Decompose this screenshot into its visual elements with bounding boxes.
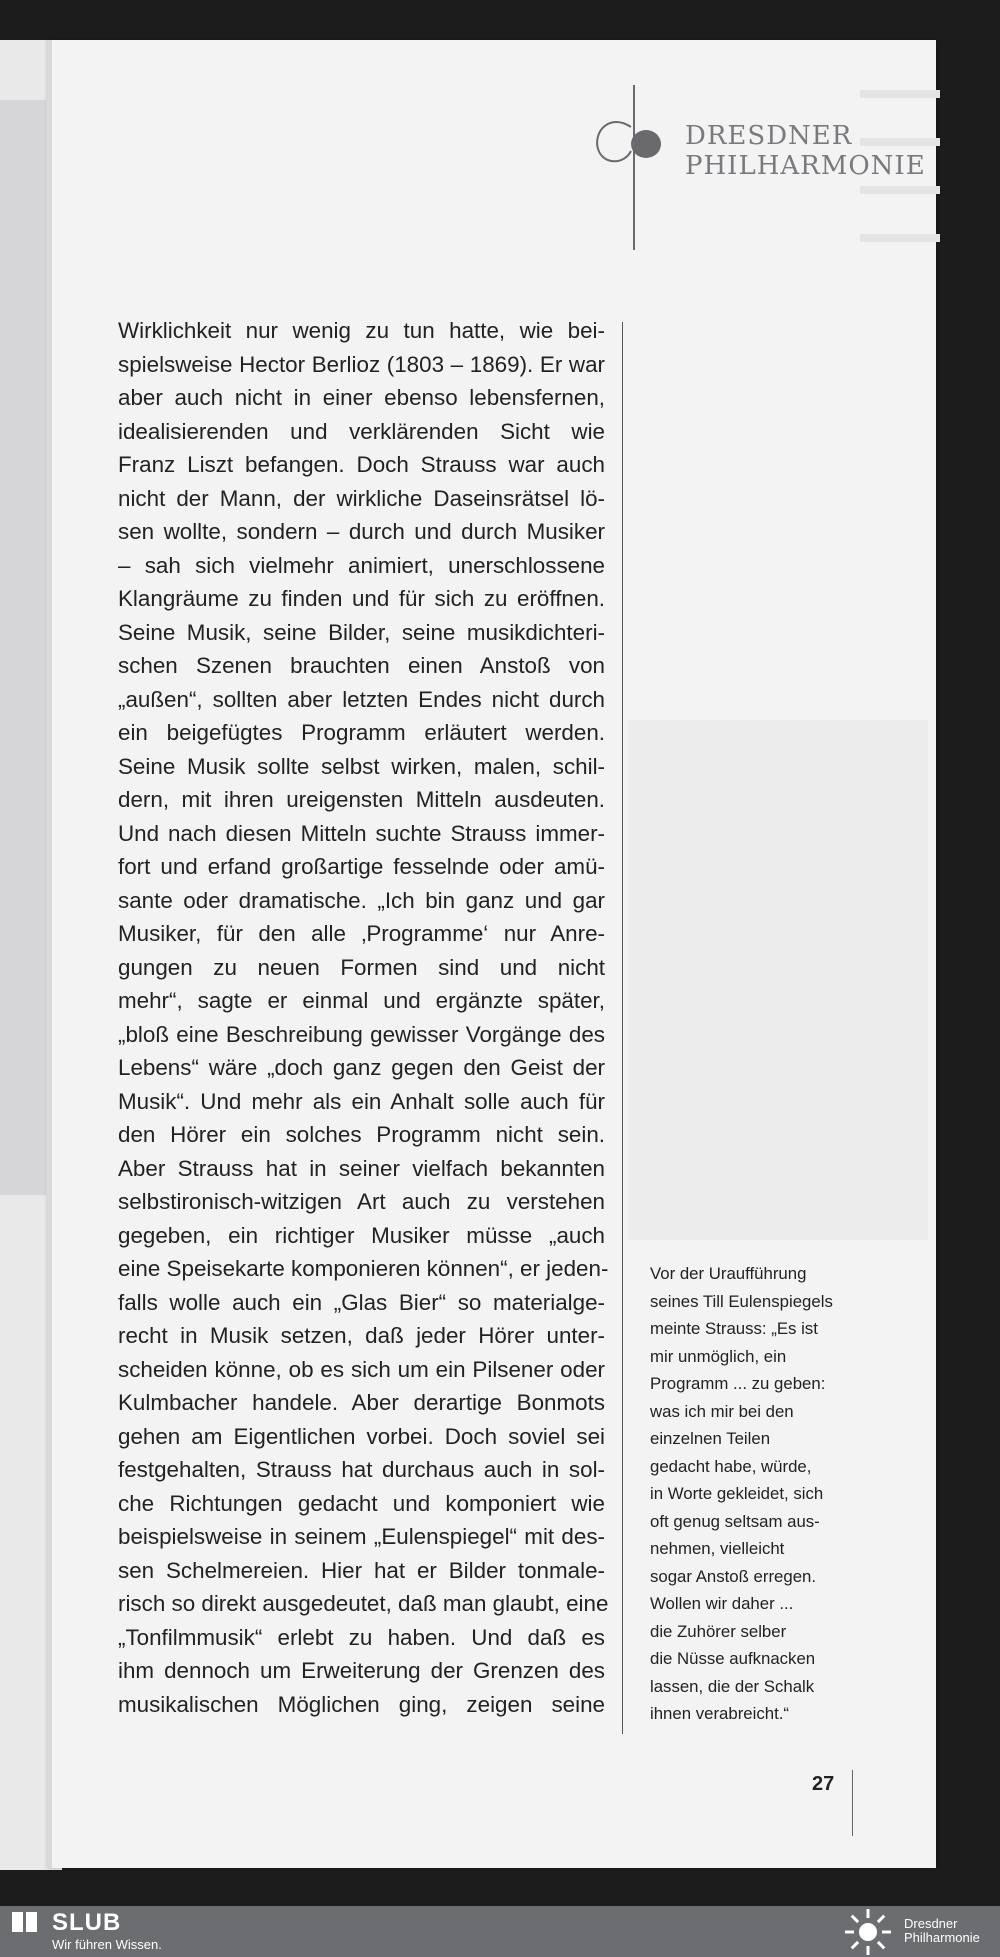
body-line: che Richtungen gedacht und komponiert wie <box>118 1490 605 1516</box>
quote-line: sogar Anstoß erregen. <box>650 1566 817 1586</box>
body-line: Musiker, für den alle ‚Programme‘ nur Anre- <box>118 921 605 946</box>
quote-line: nehmen, vielleicht <box>650 1539 785 1558</box>
quote-line: in Worte gekleidet, sich <box>650 1484 824 1503</box>
body-line: Aber Strauss hat in seiner vielfach bekannten <box>118 1155 605 1181</box>
brand-line-2: PHILHARMONIE <box>685 151 926 181</box>
quote-line: Programm ... zu geben: <box>650 1374 826 1393</box>
page-number: 27 <box>812 1773 835 1795</box>
body-line: den Hörer ein solches Programm nicht sein. <box>118 1122 605 1147</box>
column-divider <box>622 322 623 1734</box>
body-line: – sah sich vielmehr animiert, unerschlossene <box>118 552 605 578</box>
brand-wordmark <box>685 121 926 181</box>
body-line: dern, mit ihren ureigensten Mitteln ausdeuten. <box>118 787 605 812</box>
slub-tagline: Wir führen Wissen. <box>52 1937 162 1952</box>
slub-book-icon <box>12 1910 40 1934</box>
show-through-image <box>628 720 928 1240</box>
body-line: sante oder dramatische. „Ich bin ganz und gar <box>118 887 605 913</box>
body-line: gehen am Eigentlichen vorbei. Doch soviel sei <box>118 1423 605 1449</box>
quote-line: ihnen verabreicht.“ <box>650 1704 789 1723</box>
body-line: „bloß eine Beschreibung gewisser Vorgänge des <box>118 1021 605 1047</box>
quote-line: einzelnen Teilen <box>650 1429 771 1448</box>
body-line: fort und erfand großartige fesselnde oder amü- <box>118 854 605 879</box>
quote-line: die Zuhörer selber <box>650 1621 787 1641</box>
philharmonie-sunburst-icon <box>842 1909 894 1955</box>
quote-line: gedacht habe, würde, <box>650 1456 812 1476</box>
quote-line: Wollen wir daher ... <box>650 1594 794 1613</box>
brand-line-1: DRESDNER <box>685 121 853 151</box>
body-line: Klangräume zu finden und für sich zu eröffnen. <box>118 586 605 611</box>
body-line: nicht der Mann, der wirkliche Daseinsrätsel lö- <box>118 485 605 511</box>
body-line: idealisierenden und verklärenden Sicht wie <box>118 418 605 444</box>
body-line: Seine Musik sollte selbst wirken, malen, schil- <box>118 753 605 779</box>
body-line: scheiden könne, ob es sich um ein Pilsener oder <box>118 1356 605 1382</box>
body-line: Und nach diesen Mitteln suchte Strauss immer- <box>118 820 605 846</box>
body-line: sen wollte, sondern – durch und durch Musiker <box>118 519 605 544</box>
quote-line: meinte Strauss: „Es ist <box>650 1319 818 1338</box>
body-line: ihm dennoch um Erweiterung der Grenzen des <box>118 1658 605 1683</box>
page-number-rule <box>852 1770 853 1836</box>
quote-line: mir unmöglich, ein <box>650 1346 787 1366</box>
body-line: selbstironisch-witzigen Art auch zu verstehen <box>118 1189 605 1214</box>
body-line: risch so direkt ausgedeutet, daß man glaubt, eine <box>118 1591 609 1616</box>
body-line: „außen“, sollten aber letzten Endes nicht durch <box>118 686 605 712</box>
quote-line: seines Till Eulenspiegels <box>650 1291 833 1311</box>
body-line: sen Schelmereien. Hier hat er Bilder tonmale- <box>118 1557 605 1583</box>
dp-logo-icon <box>590 85 680 255</box>
quote-line: was ich mir bei den <box>650 1401 794 1421</box>
body-line: Musik“. Und mehr als ein Anhalt solle auch für <box>118 1088 605 1114</box>
body-line: falls wolle auch ein „Glas Bier“ so materialge- <box>118 1289 605 1315</box>
body-line: eine Speisekarte komponieren können“, er jeden- <box>118 1256 609 1281</box>
quote-line: oft genug seltsam aus- <box>650 1511 820 1531</box>
body-line: Seine Musik, seine Bilder, seine musikdichteri- <box>118 619 605 645</box>
body-line: festgehalten, Strauss hat durchaus auch in sol- <box>118 1457 605 1482</box>
body-line: beispielsweise in seinem „Eulenspiegel“ mit des- <box>118 1524 605 1549</box>
body-line: musikalischen Möglichen ging, zeigen seine <box>118 1691 605 1717</box>
body-line: recht in Musik setzen, daß jeder Hörer unter- <box>118 1323 605 1348</box>
body-line: aber auch nicht in einer ebenso lebensfernen, <box>118 385 605 410</box>
partner-line-2: Philharmonie <box>904 1930 980 1945</box>
slub-wordmark[interactable]: SLUB <box>52 1909 122 1936</box>
body-line: spielsweise Hector Berlioz (1803 – 1869). Er war <box>118 351 605 377</box>
body-line: Lebens“ wäre „doch ganz gegen den Geist der <box>118 1055 605 1080</box>
body-line: Kulmbacher handele. Aber derartige Bonmots <box>118 1390 605 1415</box>
quote-line: lassen, die der Schalk <box>650 1676 815 1696</box>
body-line: gegeben, ein richtiger Musiker müsse „auch <box>118 1222 605 1248</box>
body-line: schen Szenen brauchten einen Anstoß von <box>118 653 605 678</box>
partner-line-1: Dresdner <box>904 1916 958 1931</box>
dresdner-philharmonie-logo <box>590 85 926 255</box>
quote-line: die Nüsse aufknacken <box>650 1649 816 1668</box>
body-line: mehr“, sagte er einmal und ergänzte später, <box>118 988 605 1013</box>
philharmonie-wordmark[interactable] <box>904 1917 980 1945</box>
body-line: „Tonfilmmusik“ erlebt zu haben. Und daß es <box>118 1624 605 1650</box>
body-line: gungen zu neuen Formen sind und nicht <box>118 954 605 980</box>
body-line: Wirklichkeit nur wenig zu tun hatte, wie bei- <box>118 318 605 343</box>
sidebar-quote <box>650 1260 875 1728</box>
body-line: Franz Liszt befangen. Doch Strauss war auch <box>118 452 605 477</box>
page-binding-edge <box>46 40 52 1868</box>
body-line: ein beigefügtes Programm erläutert werden. <box>118 720 605 745</box>
quote-line: Vor der Uraufführung <box>650 1264 807 1283</box>
article-body <box>118 314 609 1721</box>
